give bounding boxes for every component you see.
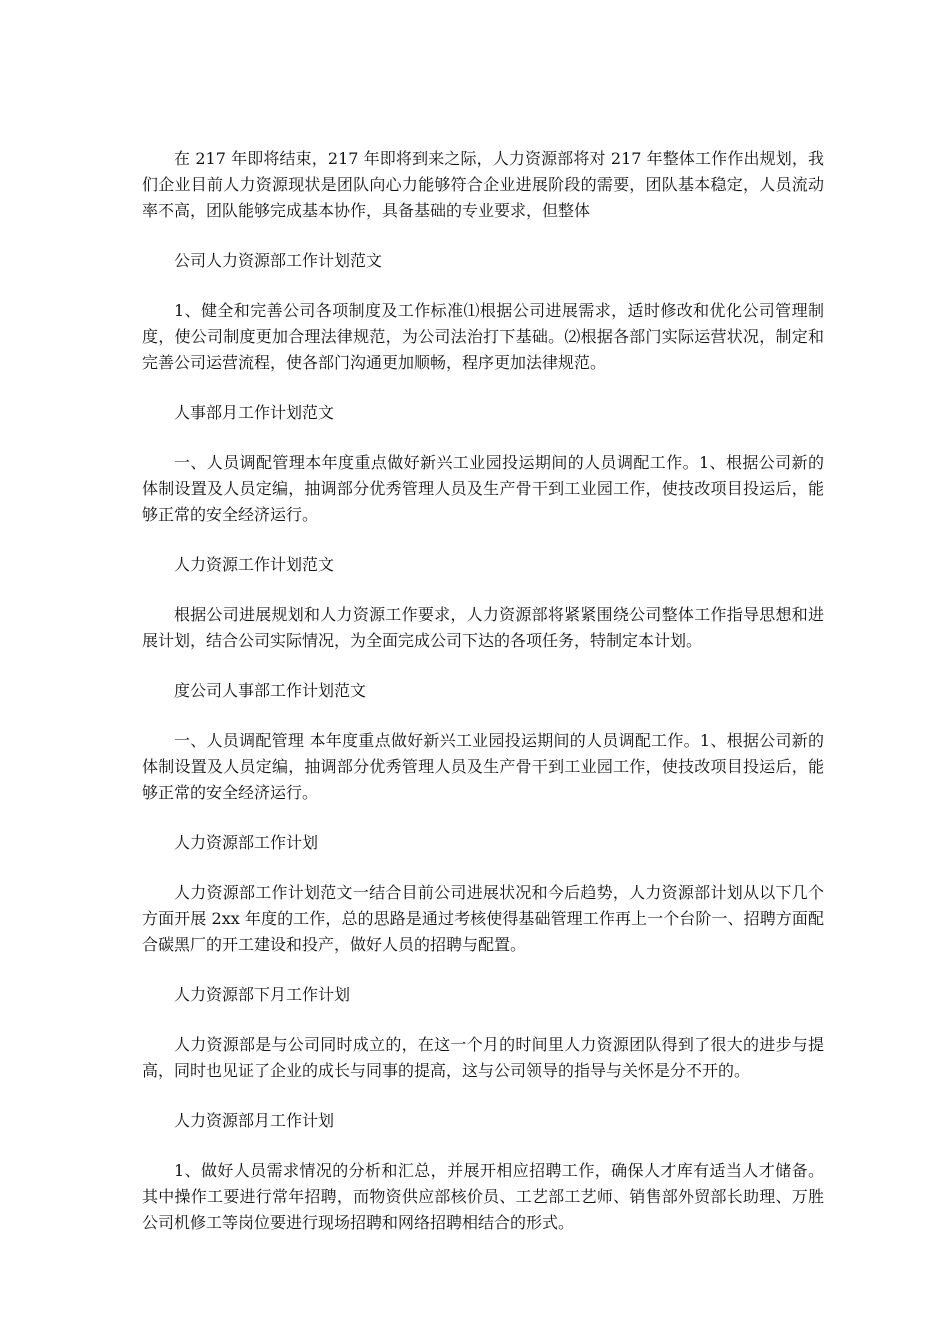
section-heading: 人力资源部下月工作计划 [174, 985, 351, 1004]
section-heading: 人力资源部工作计划 [174, 833, 319, 852]
section-paragraph: 1、健全和完善公司各项制度及工作标准⑴根据公司进展需求，适时修改和优化公司管理制度，使公司制度更加合理法律规范，为公司法治打下基础。⑵根据各部门实际运营状况，制定和完善公司运营流程，使各部门沟通更加顺畅，程序更加法律规范。 [142, 301, 824, 372]
section-heading: 人事部月工作计划范文 [174, 403, 335, 422]
section-paragraph: 人力资源部工作计划范文一结合目前公司进展状况和今后趋势，人力资源部计划从以下几个方面开展 2xx 年度的工作，总的思路是通过考核使得基础管理工作再上一个台阶一、招聘方面配合碳黑厂的开工建设和投产，做好人员的招聘与配置。 [142, 883, 824, 954]
section-paragraph: 一、人员调配管理本年度重点做好新兴工业园投运期间的人员调配工作。1、根据公司新的体制设置及人员定编，抽调部分优秀管理人员及生产骨干到工业园工作，使技改项目投运后，能够正常的安全经济运行。 [142, 453, 824, 524]
section-paragraph: 1、做好人员需求情况的分析和汇总，并展开相应招聘工作，确保人才库有适当人才储备。其中操作工要进行常年招聘，而物资供应部核价员、工艺部工艺师、销售部外贸部长助理、万胜公司机修工等岗位要进行现场招聘和网络招聘相结合的形式。 [142, 1161, 824, 1232]
section-paragraph: 根据公司进展规划和人力资源工作要求，人力资源部将紧紧围绕公司整体工作指导思想和进展计划，结合公司实际情况，为全面完成公司下达的各项任务，特制定本计划。 [142, 605, 824, 650]
document-body [142, 146, 824, 1260]
section-heading: 公司人力资源部工作计划范文 [174, 251, 383, 270]
section-heading: 人力资源工作计划范文 [174, 555, 335, 574]
section-paragraph: 人力资源部是与公司同时成立的，在这一个月的时间里人力资源团队得到了很大的进步与提高，同时也见证了企业的成长与同事的提高，这与公司领导的指导与关怀是分不开的。 [142, 1035, 824, 1080]
intro-paragraph: 在 217 年即将结束，217 年即将到来之际，人力资源部将对 217 年整体工作作出规划，我们企业目前人力资源现状是团队向心力能够符合企业进展阶段的需要，团队基本稳定，人员流动率不高，团队能够完成基本协作，具备基础的专业要求，但整体 [142, 149, 824, 220]
section-paragraph: 一、人员调配管理 本年度重点做好新兴工业园投运期间的人员调配工作。1、根据公司新的体制设置及人员定编，抽调部分优秀管理人员及生产骨干到工业园工作，使技改项目投运后，能够正常的安全经济运行。 [142, 731, 824, 802]
section-heading: 人力资源部月工作计划 [174, 1111, 335, 1130]
section-heading: 度公司人事部工作计划范文 [174, 681, 367, 700]
